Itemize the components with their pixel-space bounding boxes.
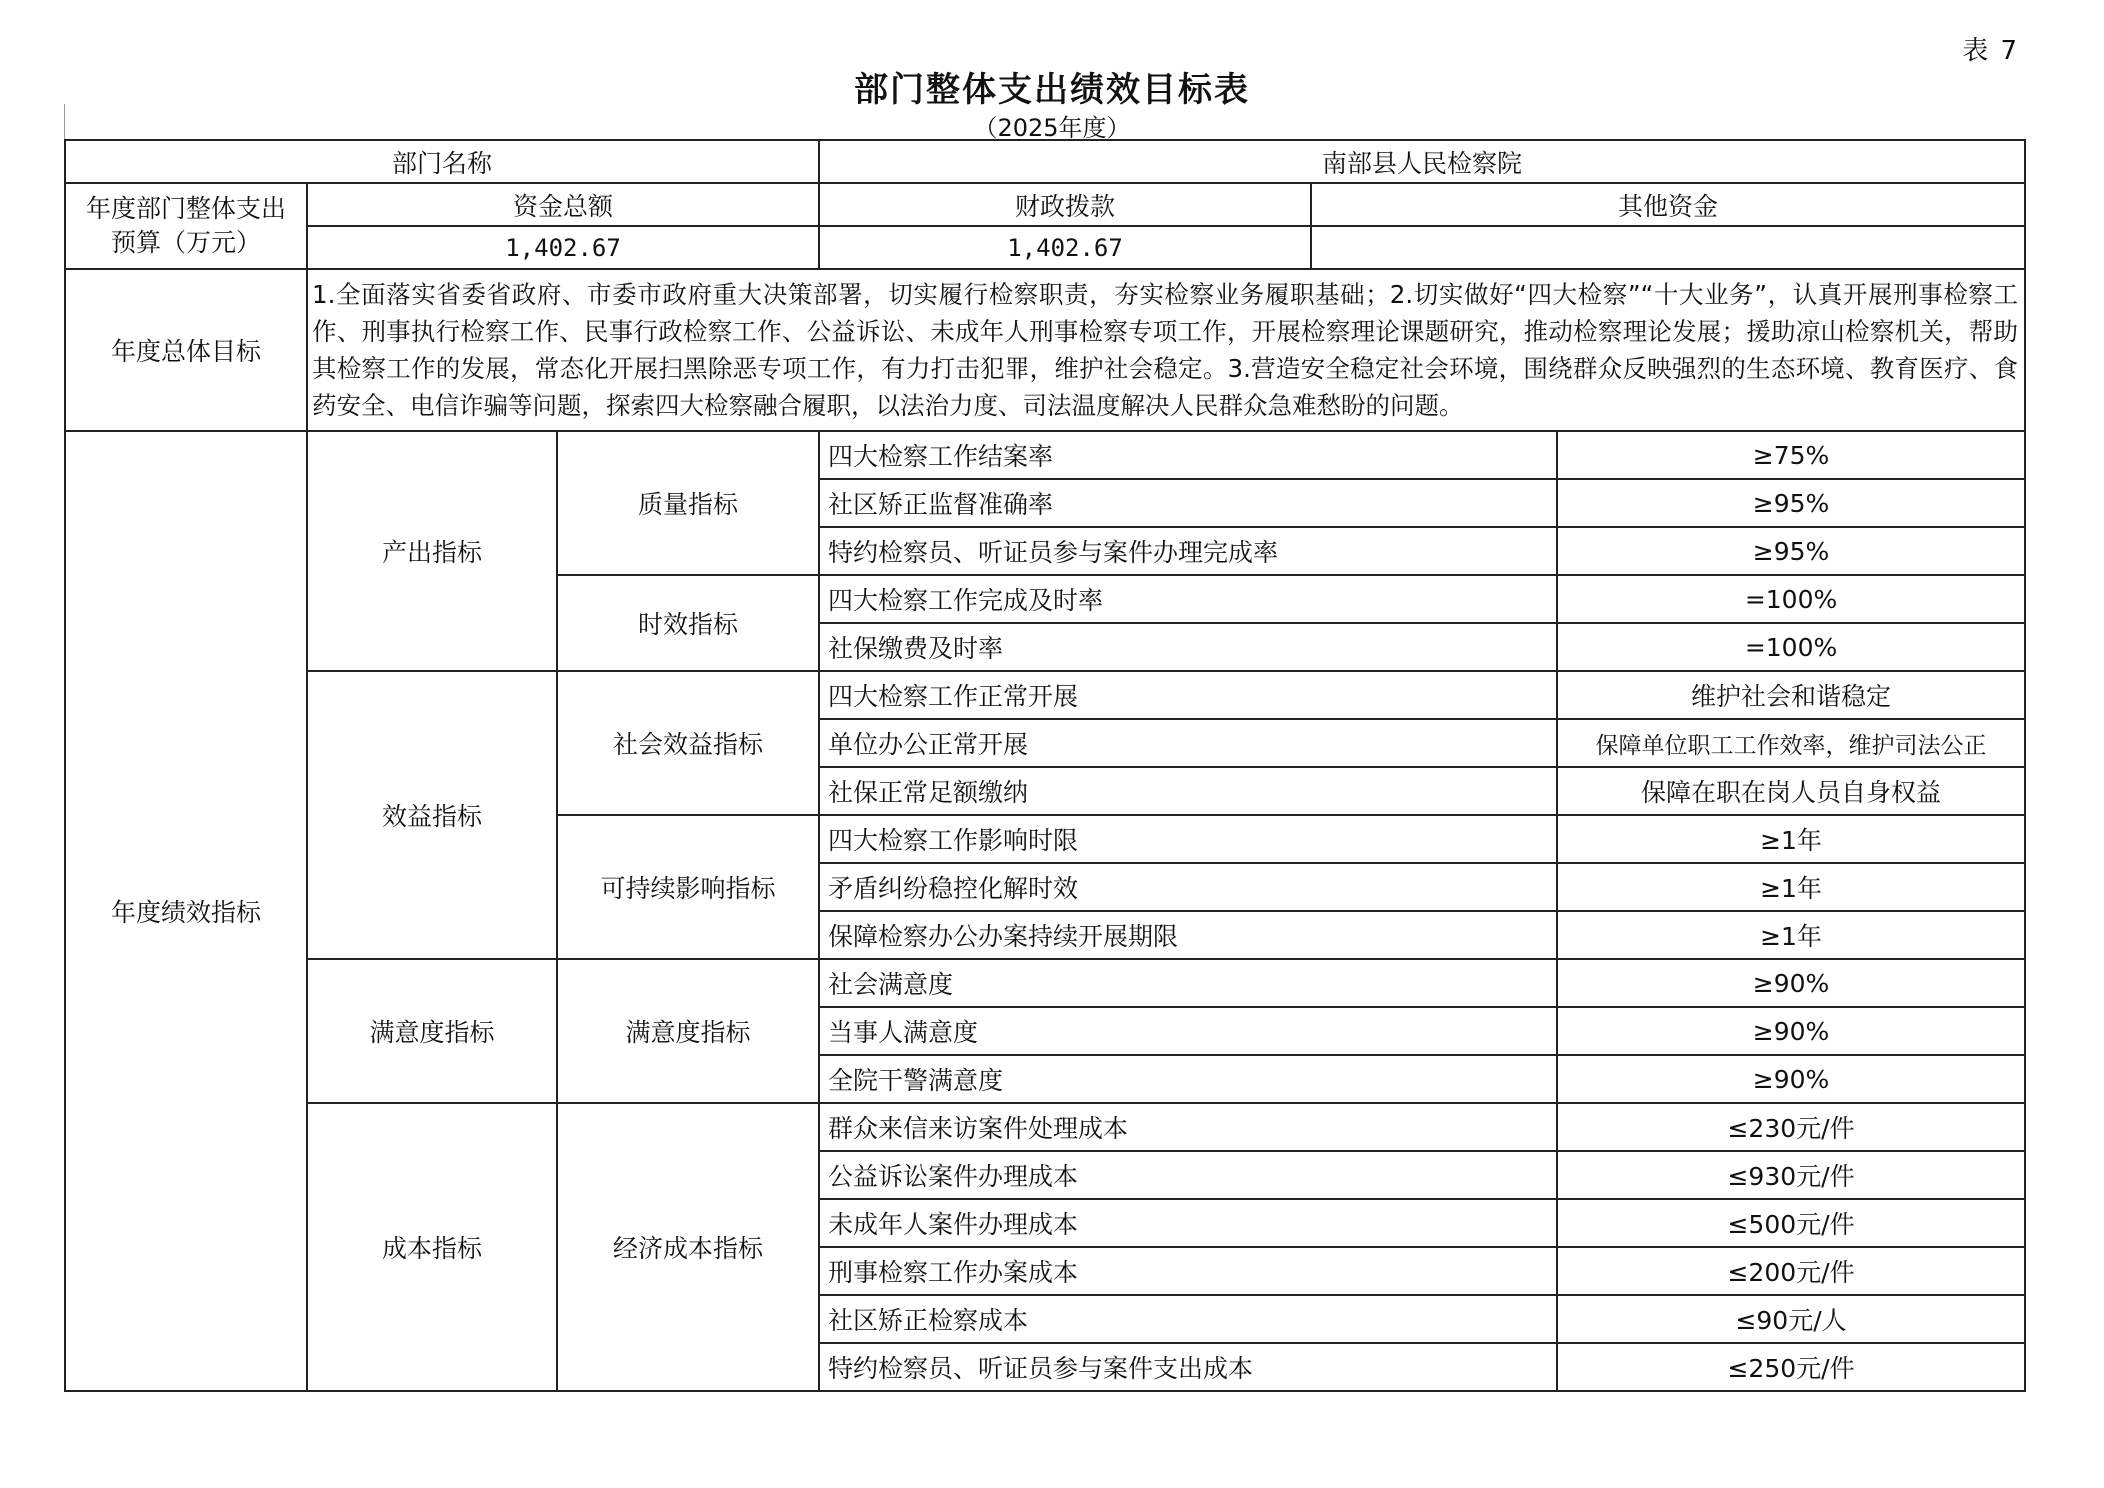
dept-name-value: 南部县人民检察院 <box>819 140 2025 183</box>
performance-target-table <box>64 139 2026 1392</box>
indicator-value: ≥1年 <box>1557 911 2025 959</box>
indicator-name: 刑事检察工作办案成本 <box>819 1247 1557 1295</box>
indicator-value: ≥95% <box>1557 479 2025 527</box>
indicator-name: 全院干警满意度 <box>819 1055 1557 1103</box>
indicator-name: 特约检察员、听证员参与案件办理完成率 <box>819 527 1557 575</box>
indicator-name: 当事人满意度 <box>819 1007 1557 1055</box>
indicator-name: 四大检察工作结案率 <box>819 431 1557 479</box>
page-subtitle: （2025年度） <box>973 114 1131 142</box>
indicator-name: 社保正常足额缴纳 <box>819 767 1557 815</box>
margin-line <box>64 104 65 140</box>
budget-header-row <box>65 183 2025 226</box>
budget-other-value <box>1311 226 2025 269</box>
indicator-value: ≥1年 <box>1557 815 2025 863</box>
indicator-name: 四大检察工作完成及时率 <box>819 575 1557 623</box>
indicator-value: ≥90% <box>1557 1055 2025 1103</box>
level2-satisfaction: 满意度指标 <box>557 959 819 1103</box>
indicator-value: =100% <box>1557 623 2025 671</box>
indicator-value: ≥1年 <box>1557 863 2025 911</box>
indicator-name: 未成年人案件办理成本 <box>819 1199 1557 1247</box>
budget-total-label: 资金总额 <box>307 183 819 226</box>
level1-output: 产出指标 <box>307 431 557 671</box>
budget-total-value: 1,402.67 <box>307 226 819 269</box>
budget-other-label: 其他资金 <box>1311 183 2025 226</box>
indicator-value: ≥90% <box>1557 959 2025 1007</box>
indicator-value: ≥90% <box>1557 1007 2025 1055</box>
indicator-value: ≤250元/件 <box>1557 1343 2025 1391</box>
indicator-row <box>65 671 2025 719</box>
indicator-name: 单位办公正常开展 <box>819 719 1557 767</box>
indicator-value: ≥75% <box>1557 431 2025 479</box>
indicator-name: 社保缴费及时率 <box>819 623 1557 671</box>
indicator-name: 矛盾纠纷稳控化解时效 <box>819 863 1557 911</box>
level2-social: 社会效益指标 <box>557 671 819 815</box>
indicator-row <box>65 959 2025 1007</box>
indicator-value: ≤230元/件 <box>1557 1103 2025 1151</box>
indicator-name: 社会满意度 <box>819 959 1557 1007</box>
indicator-name: 四大检察工作影响时限 <box>819 815 1557 863</box>
indicator-name: 社区矫正检察成本 <box>819 1295 1557 1343</box>
indicator-value: 保障单位职工工作效率，维护司法公正 <box>1557 719 2025 767</box>
indicator-value: ≥95% <box>1557 527 2025 575</box>
indicator-value: ≤200元/件 <box>1557 1247 2025 1295</box>
indicator-value: 维护社会和谐稳定 <box>1557 671 2025 719</box>
dept-name-label: 部门名称 <box>65 140 819 183</box>
level2-quality: 质量指标 <box>557 431 819 575</box>
indicator-value: 保障在职在岗人员自身权益 <box>1557 767 2025 815</box>
level1-benefit: 效益指标 <box>307 671 557 959</box>
indicator-name: 社区矫正监督准确率 <box>819 479 1557 527</box>
indicator-name: 四大检察工作正常开展 <box>819 671 1557 719</box>
goal-text: 1.全面落实省委省政府、市委市政府重大决策部署，切实履行检察职责，夯实检察业务履职基础；2.切实做好“四大检察”“十大业务”，认真开展刑事检察工作、刑事执行检察工作、民事行政检察工作、公益诉讼、未成年人刑事检察专项工作，开展检察理论课题研究，推动检察理论发展；援助凉山检察机关，帮助其检察工作的发展，常态化开展扫黑除恶专项工作，有力打击犯罪，维护社会稳定。3.营造安全稳定社会环境，围绕群众反映强烈的生态环境、教育医疗、食药安全、电信诈骗等问题，探索四大检察融合履职，以法治力度、司法温度解决人民群众急难愁盼的问题。 <box>307 269 2025 431</box>
indicator-row <box>65 1103 2025 1151</box>
indicator-name: 特约检察员、听证员参与案件支出成本 <box>819 1343 1557 1391</box>
indicator-name: 公益诉讼案件办理成本 <box>819 1151 1557 1199</box>
table-number: 表 7 <box>1962 36 2019 66</box>
indicator-value: =100% <box>1557 575 2025 623</box>
indicator-value: ≤930元/件 <box>1557 1151 2025 1199</box>
level1-cost: 成本指标 <box>307 1103 557 1391</box>
level1-satisfaction: 满意度指标 <box>307 959 557 1103</box>
perf-label: 年度绩效指标 <box>65 431 307 1391</box>
indicator-value: ≤90元/人 <box>1557 1295 2025 1343</box>
level2-sustain: 可持续影响指标 <box>557 815 819 959</box>
dept-name-row <box>65 140 2025 183</box>
budget-fiscal-label: 财政拨款 <box>819 183 1311 226</box>
goal-row <box>65 269 2025 431</box>
budget-label: 年度部门整体支出预算（万元） <box>65 183 307 269</box>
indicator-row <box>65 431 2025 479</box>
indicator-name: 群众来信来访案件处理成本 <box>819 1103 1557 1151</box>
page-title: 部门整体支出绩效目标表 <box>854 70 1250 110</box>
indicator-name: 保障检察办公办案持续开展期限 <box>819 911 1557 959</box>
budget-fiscal-value: 1,402.67 <box>819 226 1311 269</box>
level2-economic: 经济成本指标 <box>557 1103 819 1391</box>
indicator-value: ≤500元/件 <box>1557 1199 2025 1247</box>
budget-value-row <box>65 226 2025 269</box>
goal-label: 年度总体目标 <box>65 269 307 431</box>
level2-timeliness: 时效指标 <box>557 575 819 671</box>
